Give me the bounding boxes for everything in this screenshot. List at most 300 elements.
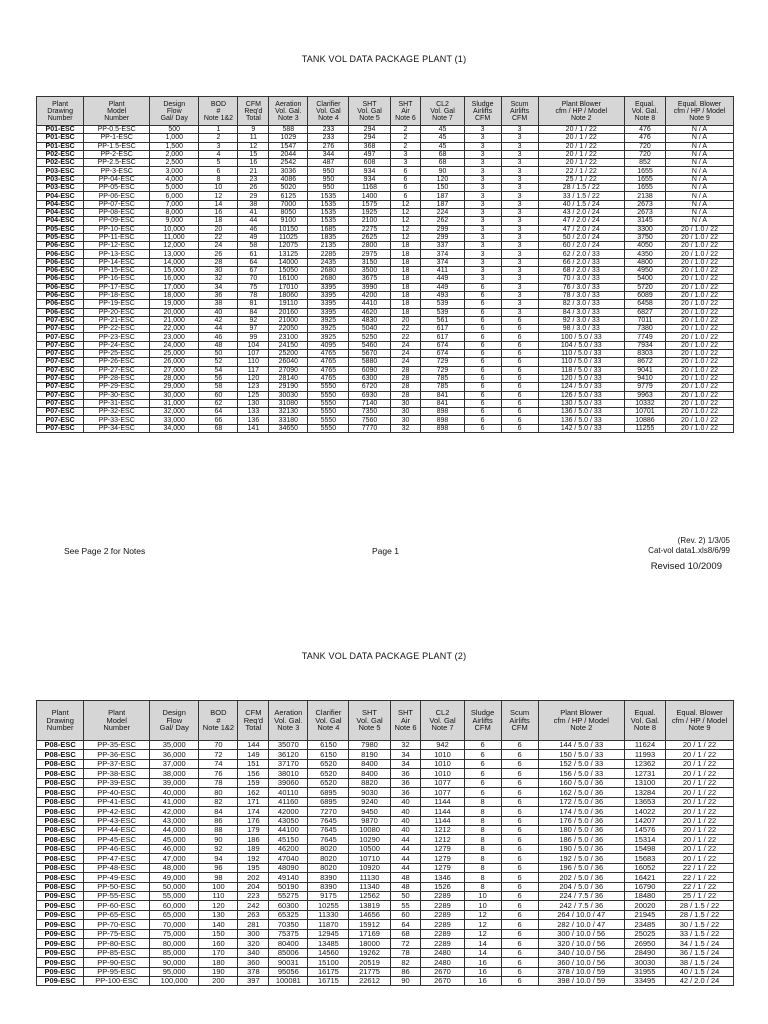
table-cell: 31955 (624, 967, 665, 976)
table-cell: 608 (349, 159, 390, 167)
table-cell: 24150 (269, 341, 308, 349)
table-cell: 176 (238, 816, 269, 825)
table-cell: 64 (199, 408, 238, 416)
table-cell: 2 (390, 134, 421, 142)
table-row (37, 797, 734, 806)
table-cell: 18 (390, 258, 421, 266)
column-header: Plant Model Number (84, 701, 150, 741)
table-cell: 898 (421, 408, 464, 416)
table-cell: 92 (199, 844, 238, 853)
table-cell: 18 (390, 267, 421, 275)
table-cell: 13284 (624, 788, 665, 797)
table-cell: 10 (464, 892, 501, 901)
table-cell: 12 (238, 142, 269, 150)
table-cell: 68 (390, 929, 421, 938)
table-row (37, 374, 734, 382)
table-cell: 3 (464, 175, 501, 183)
table-cell: P07-ESC (37, 333, 84, 341)
table-cell: 33 / 1.5 / 22 (666, 929, 734, 938)
table-cell: 36 (390, 788, 421, 797)
table-row (37, 275, 734, 283)
table-row (37, 741, 734, 750)
table-cell: 29,000 (150, 383, 199, 391)
table-cell: 20 (199, 225, 238, 233)
table-cell: 11870 (308, 920, 349, 929)
table-cell: 1279 (421, 844, 464, 853)
table-cell: 75375 (269, 929, 308, 938)
table-cell: 368 (349, 142, 390, 150)
table-cell: 6 (501, 939, 538, 948)
table-cell: 11025 (269, 233, 308, 241)
table-cell: PP-31-ESC (84, 399, 150, 407)
table-cell: 80400 (269, 939, 308, 948)
table-cell: 5020 (269, 184, 308, 192)
table-cell: 6150 (308, 750, 349, 759)
table-header-row (37, 97, 734, 126)
table-cell: 3150 (349, 258, 390, 266)
table-cell: 12 (199, 192, 238, 200)
table-cell: P08-ESC (37, 788, 84, 797)
table-cell: 1925 (349, 208, 390, 216)
table-cell: 142 / 5.0 / 33 (538, 424, 624, 432)
table-cell: 11330 (308, 910, 349, 919)
table-cell: 1,000 (150, 134, 199, 142)
table-cell: 1655 (624, 184, 665, 192)
table-cell: 34 / 1.5 / 24 (666, 939, 734, 948)
table-cell: 180 (199, 958, 238, 967)
table-cell: P05-ESC (37, 233, 84, 241)
table-row (37, 759, 734, 768)
table-cell: P06-ESC (37, 267, 84, 275)
column-header: SHT Air Note 6 (390, 701, 421, 741)
table-cell: 70 (199, 741, 238, 750)
table-cell: PP-10-ESC (84, 225, 150, 233)
table-cell: P04-ESC (37, 217, 84, 225)
table-cell: 30 (390, 416, 421, 424)
table-row (37, 769, 734, 778)
table-cell: P06-ESC (37, 242, 84, 250)
table-cell: 2542 (269, 159, 308, 167)
table-cell: PP-17-ESC (84, 283, 150, 291)
column-header: SHT Vol. Gal Note 5 (349, 97, 390, 126)
table-cell: 9410 (624, 374, 665, 382)
table-cell: PP-2-ESC (84, 150, 150, 158)
table-cell: 61 (238, 250, 269, 258)
table-cell: PP-65-ESC (84, 910, 150, 919)
table-cell: 48090 (269, 863, 308, 872)
table-cell: 449 (421, 275, 464, 283)
table-cell: 6 (464, 769, 501, 778)
table-cell: 22 / 1 / 22 (666, 882, 734, 891)
table-cell: 110 / 5.0 / 33 (538, 350, 624, 358)
table-cell: 6 (464, 341, 501, 349)
table-cell: 204 (238, 882, 269, 891)
table-cell: 539 (421, 308, 464, 316)
table-cell: 3 (501, 217, 538, 225)
table-cell: 88 (199, 825, 238, 834)
table-cell: 170 (199, 948, 238, 957)
table-cell: 1279 (421, 863, 464, 872)
table-cell: 117 (238, 366, 269, 374)
table-cell: 10701 (624, 408, 665, 416)
table-cell: 58 (199, 383, 238, 391)
table-row (37, 134, 734, 142)
table-cell: 14 (464, 948, 501, 957)
table-cell: 78 (238, 291, 269, 299)
table-cell: 70,000 (150, 920, 199, 929)
table-cell: 2670 (421, 967, 464, 976)
table-cell: 4765 (308, 350, 349, 358)
table-cell: 1212 (421, 825, 464, 834)
table-cell: 13125 (269, 250, 308, 258)
table-cell: 561 (421, 316, 464, 324)
table-cell: 96 (199, 863, 238, 872)
table-cell: 8303 (624, 350, 665, 358)
table-cell: 30030 (269, 391, 308, 399)
table-cell: 2,500 (150, 159, 199, 167)
table-cell: 44 (390, 863, 421, 872)
table-cell: P09-ESC (37, 910, 84, 919)
table-row (37, 920, 734, 929)
table-cell: P08-ESC (37, 863, 84, 872)
table-cell: 20 / 1.0 / 22 (666, 291, 734, 299)
table-cell: PP-60-ESC (84, 901, 150, 910)
table-cell: 8820 (349, 778, 390, 787)
table-cell: 6 (501, 358, 538, 366)
table-row (37, 882, 734, 891)
table-cell: 36 (390, 778, 421, 787)
table-cell: 2435 (308, 258, 349, 266)
table-row (37, 175, 734, 183)
table-cell: 1168 (349, 184, 390, 192)
table-cell: 6720 (349, 383, 390, 391)
table-cell: 172 / 5.0 / 36 (538, 797, 624, 806)
table-cell: 3 (501, 200, 538, 208)
table-row (37, 333, 734, 341)
table-cell: 81 (238, 300, 269, 308)
table-cell: 196 / 5.0 / 36 (538, 863, 624, 872)
table-cell: 20 / 1.0 / 22 (666, 325, 734, 333)
table-cell: 35070 (269, 741, 308, 750)
table-cell: 588 (269, 126, 308, 134)
table-cell: 47,000 (150, 854, 199, 863)
table-cell: 18 (390, 250, 421, 258)
table-cell: 1029 (269, 134, 308, 142)
table-cell: PP-20-ESC (84, 308, 150, 316)
table-cell: 4765 (308, 366, 349, 374)
table-cell: 5550 (308, 416, 349, 424)
table-cell: PP-15-ESC (84, 267, 150, 275)
table-cell: 3 (501, 250, 538, 258)
table-cell: 28 (199, 258, 238, 266)
table-cell: 360 / 10.0 / 56 (538, 958, 624, 967)
table-cell: 3 (464, 208, 501, 216)
table-cell: 40110 (269, 788, 308, 797)
table-cell: 18,000 (150, 291, 199, 299)
table-cell: 300 (238, 929, 269, 938)
table-row (37, 901, 734, 910)
table-cell: 3 (501, 134, 538, 142)
table-cell: 20 / 1.0 / 22 (666, 416, 734, 424)
table-cell: 6089 (624, 291, 665, 299)
table-cell: 1535 (308, 200, 349, 208)
table-cell: 20 / 1.0 / 22 (666, 408, 734, 416)
table-cell: 13100 (624, 778, 665, 787)
table-cell: 5720 (624, 283, 665, 291)
column-header: BOD # Note 1&2 (199, 97, 238, 126)
table-cell: P08-ESC (37, 750, 84, 759)
table-cell: 86 (199, 816, 238, 825)
table-cell: PP-35-ESC (84, 741, 150, 750)
table-cell: 36 (390, 769, 421, 778)
table-cell: 3 (501, 167, 538, 175)
table-cell: 136 / 5.0 / 33 (538, 416, 624, 424)
table-cell: 58 (238, 242, 269, 250)
table-cell: 8020 (308, 854, 349, 863)
table-cell: 8 (464, 863, 501, 872)
column-header: SHT Vol. Gal Note 5 (349, 701, 390, 741)
table-cell: 40 (390, 825, 421, 834)
table-cell: 25,000 (150, 350, 199, 358)
table-cell: P06-ESC (37, 258, 84, 266)
table-cell: 41 (238, 208, 269, 216)
table-cell: 32 (199, 275, 238, 283)
table-cell: PP-90-ESC (84, 958, 150, 967)
table-cell: 20 / 1.0 / 22 (666, 316, 734, 324)
table-cell: P06-ESC (37, 250, 84, 258)
table-cell: 449 (421, 283, 464, 291)
table-cell: 12 (390, 200, 421, 208)
table-cell: 8 (464, 854, 501, 863)
table-cell: 110 (199, 892, 238, 901)
table-cell: 2 (199, 134, 238, 142)
table-cell: PP-08-ESC (84, 208, 150, 216)
table-cell: 97 (238, 325, 269, 333)
table-cell: 3 (501, 283, 538, 291)
table-cell: 72 (390, 939, 421, 948)
table-cell: 3395 (308, 308, 349, 316)
table-cell: 190 (199, 967, 238, 976)
table-cell: 3 (501, 242, 538, 250)
table-cell: 9240 (349, 797, 390, 806)
table-cell: 149 (238, 750, 269, 759)
table-cell: 26,000 (150, 358, 199, 366)
table-cell: 9100 (269, 217, 308, 225)
table-cell: 539 (421, 300, 464, 308)
table-cell: 18000 (349, 939, 390, 948)
table-cell: 6 (464, 750, 501, 759)
table-cell: P07-ESC (37, 416, 84, 424)
tank-volume-table-1 (36, 96, 734, 433)
table-cell: 276 (308, 142, 349, 150)
table-cell: 6 (464, 759, 501, 768)
table-cell: 7770 (349, 424, 390, 432)
table-cell: PP-47-ESC (84, 854, 150, 863)
table-cell: 13485 (308, 939, 349, 948)
table-cell: 785 (421, 374, 464, 382)
table-cell: 5 (199, 159, 238, 167)
table-cell: 120 (238, 374, 269, 382)
table-cell: 120 (199, 901, 238, 910)
table-cell: 6 (501, 967, 538, 976)
table-cell: P07-ESC (37, 325, 84, 333)
table-cell: 30 / 1.5 / 22 (666, 920, 734, 929)
table-cell: 9779 (624, 383, 665, 391)
table-cell: 90 (390, 976, 421, 985)
table-cell: 14 (464, 939, 501, 948)
table-row (37, 283, 734, 291)
table-cell: 20 / 1.0 / 22 (666, 283, 734, 291)
table-cell: 50190 (269, 882, 308, 891)
table-cell: 10500 (349, 844, 390, 853)
table-cell: 224 (421, 208, 464, 216)
table-cell: 6 (501, 863, 538, 872)
table-cell: 224 / 7.5 / 36 (538, 892, 624, 901)
table-cell: 20 / 1.0 / 22 (666, 366, 734, 374)
table-cell: 3 (501, 267, 538, 275)
table-cell: 78 (199, 778, 238, 787)
table-cell: PP-0.5-ESC (84, 126, 150, 134)
table-cell: 6 (501, 816, 538, 825)
table-cell: 202 (238, 873, 269, 882)
table-cell: 156 / 5.0 / 33 (538, 769, 624, 778)
table-cell: 16 (464, 958, 501, 967)
table-cell: 20 / 1.0 / 22 (666, 275, 734, 283)
table-row (37, 929, 734, 938)
table-cell: 1535 (308, 217, 349, 225)
table-cell: PP-33-ESC (84, 416, 150, 424)
table-cell: P07-ESC (37, 341, 84, 349)
table-row (37, 948, 734, 957)
table-cell: 15050 (269, 267, 308, 275)
table-row (37, 967, 734, 976)
table-cell: 144 (238, 741, 269, 750)
table-cell: 151 (238, 759, 269, 768)
table-cell: 294 (349, 134, 390, 142)
table-cell: 2044 (269, 150, 308, 158)
table-cell: 44 (390, 854, 421, 863)
table-row (37, 910, 734, 919)
table-cell: 28 (390, 374, 421, 382)
table-cell: 398 / 10.0 / 59 (538, 976, 624, 985)
table-cell: 674 (421, 350, 464, 358)
table-cell: 20 / 1 / 22 (666, 844, 734, 853)
column-header: Scum Airlifts CFM (501, 701, 538, 741)
table-cell: 19,000 (150, 300, 199, 308)
table-cell: 20 / 1 / 22 (666, 854, 734, 863)
table-cell: 2975 (349, 250, 390, 258)
table-cell: 38,000 (150, 769, 199, 778)
table-cell: 60300 (269, 901, 308, 910)
table-cell: 23,000 (150, 333, 199, 341)
table-cell: 12 (464, 910, 501, 919)
table-cell: PP-27-ESC (84, 366, 150, 374)
column-header: Plant Model Number (84, 97, 150, 126)
table-cell: 3300 (624, 225, 665, 233)
table-cell: 4200 (349, 291, 390, 299)
table-cell: 6520 (308, 769, 349, 778)
table-cell: 8672 (624, 358, 665, 366)
table-cell: 40 (199, 308, 238, 316)
table-cell: PP-22-ESC (84, 325, 150, 333)
table-cell: 6 (501, 341, 538, 349)
table-cell: PP-48-ESC (84, 863, 150, 872)
table-row (37, 391, 734, 399)
table-cell: 7140 (349, 399, 390, 407)
table-cell: 6,000 (150, 192, 199, 200)
table-cell: 16 (464, 976, 501, 985)
table-cell: 21000 (269, 316, 308, 324)
table-cell: 3 (464, 267, 501, 275)
table-cell: N / A (666, 175, 734, 183)
table-row (37, 291, 734, 299)
table-cell: 20 / 1.0 / 22 (666, 300, 734, 308)
table-row (37, 399, 734, 407)
table-cell: 20 / 1.0 / 22 (666, 391, 734, 399)
table-cell: 28140 (269, 374, 308, 382)
table-cell: 6 (501, 391, 538, 399)
table-cell: 15,000 (150, 267, 199, 275)
table-cell: 33 / 1.5 / 22 (538, 192, 624, 200)
table-cell: 2138 (624, 192, 665, 200)
table-cell: 10920 (349, 863, 390, 872)
table-cell: 729 (421, 358, 464, 366)
table-cell: 136 (238, 416, 269, 424)
table-cell: 7645 (308, 835, 349, 844)
table-cell: 20 / 1 / 22 (666, 807, 734, 816)
table-cell: 264 / 10.0 / 47 (538, 910, 624, 919)
table-cell: 20 / 1.0 / 22 (666, 258, 734, 266)
table-cell: 150 (421, 184, 464, 192)
table-row (37, 976, 734, 985)
table-cell: 92 / 3.0 / 33 (538, 316, 624, 324)
table-cell: 950 (308, 167, 349, 175)
table-cell: 7000 (269, 200, 308, 208)
table-cell: 46 (238, 225, 269, 233)
table-cell: PP-16-ESC (84, 275, 150, 283)
table-row (37, 184, 734, 192)
table-cell: 6 (501, 316, 538, 324)
table-cell: 187 (421, 200, 464, 208)
column-header: Clarifier Vol. Gal Note 4 (308, 701, 349, 741)
table-cell: 3 (501, 308, 538, 316)
table-cell: 36,000 (150, 750, 199, 759)
table-cell: 3395 (308, 291, 349, 299)
table-cell: 9963 (624, 391, 665, 399)
table-cell: P07-ESC (37, 424, 84, 432)
table-cell: 28490 (624, 948, 665, 957)
table-cell: 55 (390, 901, 421, 910)
table-cell: 55275 (269, 892, 308, 901)
table-cell: 192 / 5.0 / 36 (538, 854, 624, 863)
table-cell: 6 (501, 948, 538, 957)
table-cell: 3 (464, 159, 501, 167)
table-cell: 2480 (421, 948, 464, 957)
table-cell: P08-ESC (37, 797, 84, 806)
table-cell: 6 (464, 316, 501, 324)
table-cell: 20 / 1.0 / 22 (666, 374, 734, 382)
table-cell: 1 (199, 126, 238, 134)
table-cell: 10886 (624, 416, 665, 424)
table-cell: PP-23-ESC (84, 333, 150, 341)
table-cell: 8,000 (150, 208, 199, 216)
table-cell: 84 (238, 308, 269, 316)
table-cell: 55,000 (150, 892, 199, 901)
table-cell: 14207 (624, 816, 665, 825)
table-cell: 8 (464, 882, 501, 891)
table-cell: 82 (390, 958, 421, 967)
table-cell: 6 (464, 333, 501, 341)
